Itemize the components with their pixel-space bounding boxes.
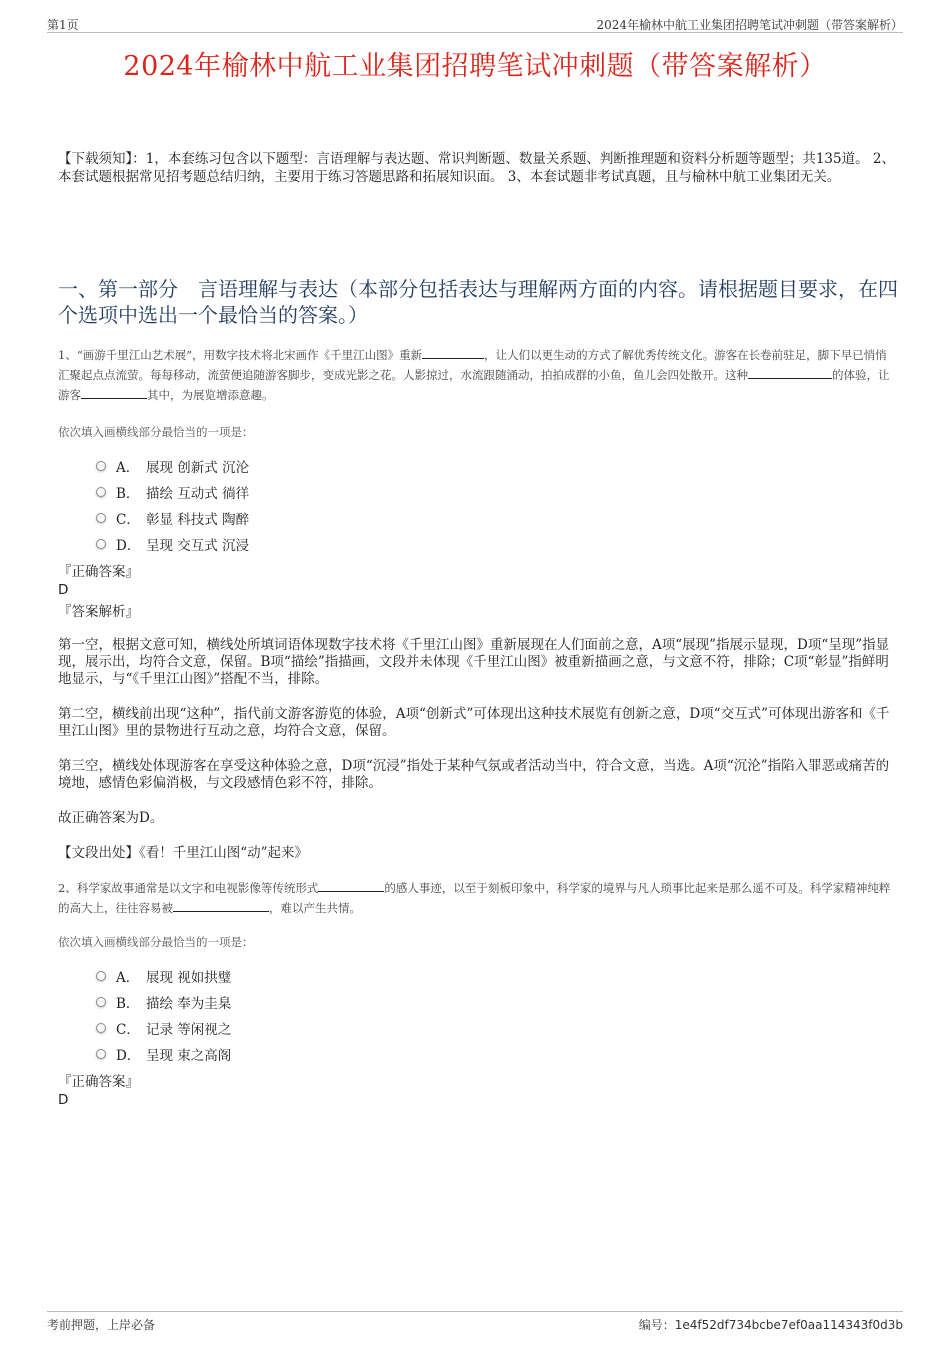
radio-icon[interactable] <box>96 971 106 981</box>
question-2-stem <box>58 878 898 918</box>
option-a[interactable]: A． 展现 视如拱璧 <box>96 963 231 989</box>
header-doc-title: 2024年榆林中航工业集团招聘笔试冲刺题（带答案解析） <box>596 18 903 32</box>
analysis-conclusion: 故正确答案为D。 <box>58 810 164 826</box>
analysis-paragraph-3: 第三空，横线处体现游客在享受这种体验之意，D项“沉浸”指处于某种气氛或者活动当中，符合文意，当选。A项“沉沦”指陷入罪恶或痛苦的境地，感情色彩偏消极，与文段感情色彩不符，排除。 <box>58 758 890 791</box>
q1-text-2: ，让人们以更生动的方式了解优秀传统文化。游客在长卷前驻足，脚下早已悄悄汇聚起点点流萤。每每移动，流萤便追随游客脚步，变成光影之花。人影掠过，水流跟随涌动，拍拍成群的小鱼，鱼儿会四处散开。这种 <box>58 348 887 382</box>
blank <box>422 346 484 359</box>
analysis-label: 『答案解析』 <box>58 604 139 620</box>
q1-text-3: 的体验，让游客 <box>58 368 890 402</box>
question-1-options <box>96 453 249 557</box>
passage-source: 【文段出处】《看！千里江山图“动”起来》 <box>58 845 309 861</box>
question-2-options <box>96 963 231 1067</box>
radio-icon[interactable] <box>96 1023 106 1033</box>
option-a[interactable]: A． 展现 创新式 沉沦 <box>96 453 249 479</box>
option-d[interactable]: D． 呈现 束之高阁 <box>96 1041 231 1067</box>
footer-slogan: 考前押题，上岸必备 <box>47 1318 156 1332</box>
document-title: 2024年榆林中航工业集团招聘笔试冲刺题（带答案解析） <box>123 51 827 82</box>
radio-icon[interactable] <box>96 1049 106 1059</box>
section-heading <box>58 276 898 328</box>
section-description: 言语理解与表达（本部分包括表达与理解两方面的内容。请根据题目要求，在四个选项中选出一个最恰当的答案。） <box>58 277 898 327</box>
radio-icon[interactable] <box>96 513 106 523</box>
download-notice: 【下载须知】：1，本套练习包含以下题型：言语理解与表达题、常识判断题、数量关系题、判断推理题和资料分析题等题型；共135道。 2、本套试题根据常见招考题总结归纳，主要用于练习答题思路和拓展知识面。 3、本套试题非考试真题，且与榆林中航工业集团无关。 <box>58 151 895 185</box>
question-1-stem <box>58 345 898 405</box>
option-c[interactable]: C． 彰显 科技式 陶醉 <box>96 505 249 531</box>
option-c[interactable]: C． 记录 等闲视之 <box>96 1015 231 1041</box>
q2-text-3: ，难以产生共情。 <box>269 901 361 915</box>
radio-icon[interactable] <box>96 461 106 471</box>
analysis-paragraph-2: 第二空，横线前出现“这种”，指代前文游客游览的体验，A项“创新式”可体现出这种技术展览有创新之意，D项“交互式”可体现出游客和《千里江山图》里的景物进行互动之意，均符合文意，保留。 <box>58 706 890 739</box>
q1-text-4: 其中，为展览增添意趣。 <box>147 388 274 402</box>
correct-answer-value: D <box>58 582 69 598</box>
document-code: 编号：1e4f52df734bcbe7ef0aa114343f0d3b <box>638 1318 903 1332</box>
correct-answer-label: 『正确答案』 <box>58 1074 139 1090</box>
correct-answer-label: 『正确答案』 <box>58 564 139 580</box>
q2-text-1: 2、科学家故事通常是以文字和电视影像等传统形式 <box>58 881 319 895</box>
blank <box>748 366 832 379</box>
q2-text-2: 的感人事迹，以至于刻板印象中，科学家的境界与凡人琐事比起来是那么遥不可及。科学家精神纯粹的高大上，往往容易被 <box>58 881 891 915</box>
question-1-prompt: 依次填入画横线部分最恰当的一项是： <box>58 425 254 439</box>
blank <box>318 879 384 892</box>
question-2-prompt: 依次填入画横线部分最恰当的一项是： <box>58 935 254 949</box>
page-number: 第1页 <box>47 18 79 32</box>
page-header <box>47 14 903 33</box>
radio-icon[interactable] <box>96 487 106 497</box>
blank <box>81 386 147 399</box>
option-d[interactable]: D． 呈现 交互式 沉浸 <box>96 531 249 557</box>
q1-text-1: 1、“画游千里江山艺术展”，用数字技术将北宋画作《千里江山图》重新 <box>58 348 423 362</box>
analysis-paragraph-1: 第一空，根据文意可知，横线处所填词语体现数字技术将《千里江山图》重新展现在人们面前之意，A项“展现”指展示显现，D项“呈现”指显现，展示出，均符合文意，保留。B项“描绘”指描画，文段并未体现《千里江山图》被重新描画之意，与文意不符，排除；C项“彰显”指鲜明地显示，与“《千里江山图》”搭配不当，排除。 <box>58 637 890 687</box>
correct-answer-value: D <box>58 1092 69 1108</box>
radio-icon[interactable] <box>96 997 106 1007</box>
option-b[interactable]: B． 描绘 互动式 徜徉 <box>96 479 249 505</box>
option-b[interactable]: B． 描绘 奉为圭臬 <box>96 989 231 1015</box>
blank <box>173 899 269 912</box>
page-footer <box>47 1311 903 1332</box>
section-part: 一、第一部分 <box>58 277 178 301</box>
radio-icon[interactable] <box>96 539 106 549</box>
